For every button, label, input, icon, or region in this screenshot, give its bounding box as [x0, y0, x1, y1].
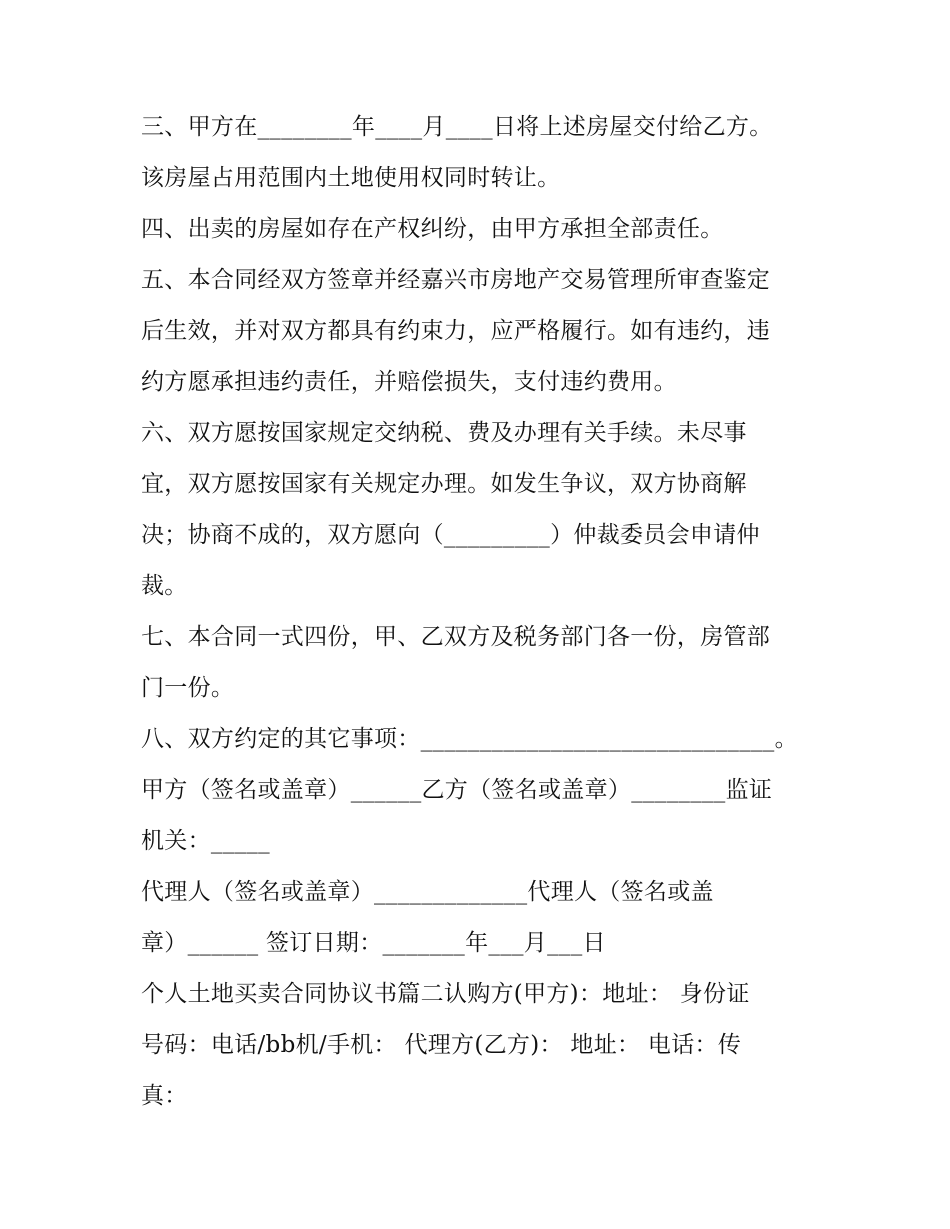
- text-line-clause-5-cont-2: 约方愿承担违约责任，并赔偿损失，支付违约费用。: [141, 369, 677, 395]
- text-line-clause-8: 八、双方约定的其它事项：______________________________。: [141, 726, 798, 752]
- text-line-section-2-contact: 号码：电话/bb机/手机： 代理方(乙方)： 地址： 电话：传: [141, 1032, 742, 1058]
- text-line-section-2-fax: 真：: [141, 1083, 188, 1109]
- text-line-clause-7: 七、本合同一式四份，甲、乙双方及税务部门各一份，房管部: [141, 624, 771, 650]
- text-line-clause-6-cont-1: 宜，双方愿按国家有关规定办理。如发生争议，双方协商解: [141, 471, 747, 497]
- text-line-land-transfer: 该房屋占用范围内土地使用权同时转让。: [141, 165, 561, 191]
- text-line-sign-date: 章）______ 签订日期：_______年___月___日: [141, 930, 606, 956]
- text-line-supervisor: 机关：_____: [141, 828, 270, 854]
- text-line-clause-5: 五、本合同经双方签章并经嘉兴市房地产交易管理所审查鉴定: [141, 267, 771, 293]
- text-line-agents: 代理人（签名或盖章）_____________代理人（签名或盖: [141, 879, 714, 905]
- document-body: [141, 102, 821, 1122]
- text-line-clause-3: 三、甲方在________年____月____日将上述房屋交付给乙方。: [141, 114, 773, 140]
- text-line-clause-5-cont-1: 后生效，并对双方都具有约束力，应严格履行。如有违约，违: [141, 318, 771, 344]
- text-line-clause-6-cont-3: 裁。: [141, 573, 188, 599]
- text-line-signatures: 甲方（签名或盖章）______乙方（签名或盖章）________监证: [141, 777, 773, 803]
- text-line-clause-6-cont-2: 决；协商不成的，双方愿向（_________）仲裁委员会申请仲: [141, 522, 760, 548]
- text-line-clause-7-cont: 门一份。: [141, 675, 235, 701]
- text-line-section-2-title: 个人土地买卖合同协议书篇二认购方(甲方)：地址： 身份证: [141, 981, 750, 1007]
- text-line-clause-6: 六、双方愿按国家规定交纳税、费及办理有关手续。未尽事: [141, 420, 747, 446]
- text-line-clause-4: 四、出卖的房屋如存在产权纠纷，由甲方承担全部责任。: [141, 216, 724, 242]
